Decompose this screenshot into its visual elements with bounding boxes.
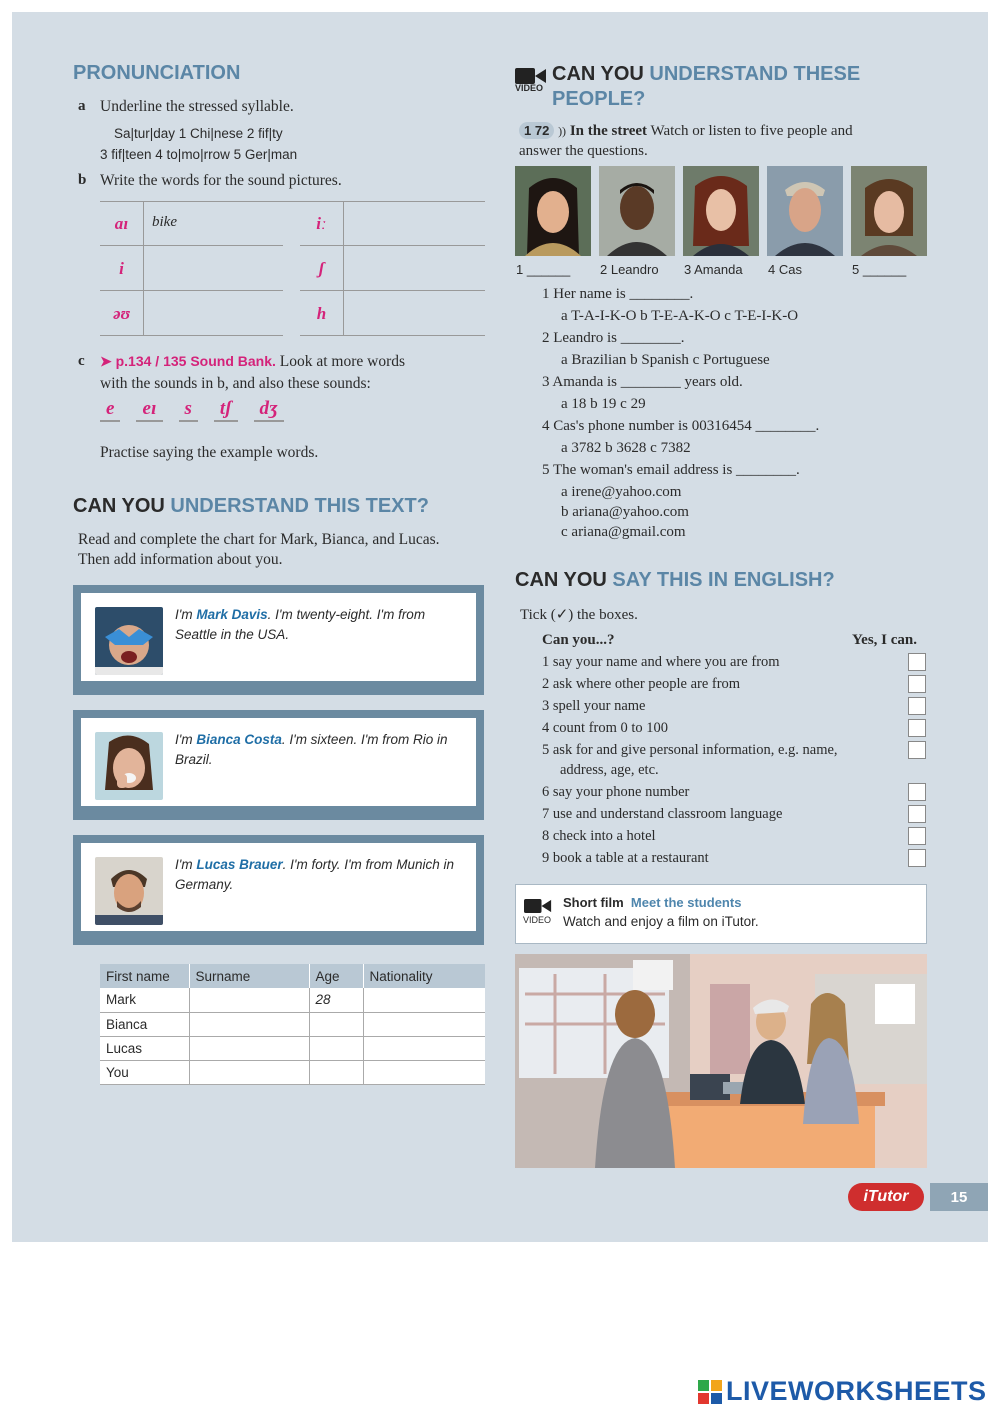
jazz-sound-icon: dʒ bbox=[254, 398, 284, 422]
short-film-box[interactable] bbox=[515, 884, 927, 944]
can-do-checkbox[interactable] bbox=[908, 805, 926, 823]
item-c-line2: with the sounds in b, and also these sounds: bbox=[100, 375, 371, 392]
person-5-photo bbox=[851, 166, 927, 256]
text-instruction-1: Read and complete the chart for Mark, Bianca, and Lucas. bbox=[78, 531, 440, 548]
mark-text: I'm Mark Davis. I'm twenty-eight. I'm from Seattle in the USA. bbox=[175, 607, 426, 642]
question-3-options[interactable]: a 18 b 19 c 29 bbox=[561, 396, 646, 412]
people-section-title: CAN YOU UNDERSTAND THESE PEOPLE? bbox=[552, 63, 861, 110]
sound-cell bbox=[100, 291, 283, 336]
liveworksheets-logo-icon bbox=[698, 1380, 722, 1404]
person-4-photo bbox=[767, 166, 843, 256]
page-number: 15 bbox=[930, 1183, 988, 1211]
chess-sound-icon: tʃ bbox=[214, 398, 238, 422]
person-4-label: 4 Cas bbox=[768, 262, 802, 277]
can-do-checkbox[interactable] bbox=[908, 783, 926, 801]
info-chart-table bbox=[100, 964, 485, 1085]
can-do-checkbox[interactable] bbox=[908, 719, 926, 737]
video-label: VIDEO bbox=[515, 83, 544, 93]
person-2-photo bbox=[599, 166, 675, 256]
audio-icon: )) bbox=[558, 124, 567, 138]
table-row: Lucas bbox=[100, 1036, 485, 1060]
person-1-label[interactable]: 1 ______ bbox=[516, 262, 571, 277]
shower-sound-icon: ʃ bbox=[300, 246, 344, 291]
item-c-line1: ➤ p.134 / 135 Sound Bank. Look at more words bbox=[100, 353, 406, 370]
pronunciation-title: PRONUNCIATION bbox=[73, 62, 241, 84]
question-4-options[interactable]: a 3782 b 3628 c 7382 bbox=[561, 440, 691, 456]
item-b-text: Write the words for the sound pictures. bbox=[100, 172, 342, 189]
can-do-checkbox[interactable] bbox=[908, 741, 926, 759]
table-row: You bbox=[100, 1060, 485, 1084]
students-reception-photo bbox=[515, 954, 927, 1168]
can-do-item: 5 ask for and give personal information, e.g. name, bbox=[542, 742, 838, 758]
can-do-item: 7 use and understand classroom language bbox=[542, 806, 783, 822]
can-do-item: 3 spell your name bbox=[542, 698, 646, 714]
person-3-photo bbox=[683, 166, 759, 256]
film-desc: Watch and enjoy a film on iTutor. bbox=[563, 914, 759, 929]
can-do-item: 1 say your name and where you are from bbox=[542, 654, 780, 670]
sound-answer[interactable] bbox=[352, 259, 472, 279]
question-3: 3 Amanda is ________ years old. bbox=[542, 374, 743, 390]
sound-answer[interactable] bbox=[352, 304, 472, 324]
can-do-item: 8 check into a hotel bbox=[542, 828, 656, 844]
train-sound-icon: eɪ bbox=[136, 398, 162, 422]
phone-sound-icon: əʊ bbox=[100, 291, 144, 336]
itutor-button[interactable]: iTutor bbox=[848, 1183, 924, 1211]
sound-cell bbox=[100, 201, 283, 246]
film-title: Meet the students bbox=[630, 895, 742, 910]
snake-sound-icon: s bbox=[179, 398, 198, 422]
th-first-name: First name bbox=[100, 964, 189, 988]
table-row: Bianca bbox=[100, 1012, 485, 1036]
sound-pictures-grid bbox=[100, 201, 485, 336]
bike-sound-icon: aɪ bbox=[100, 201, 144, 246]
can-you-header: Can you...? bbox=[542, 632, 615, 648]
item-a-letter: a bbox=[78, 98, 86, 114]
question-5-option-c[interactable]: c ariana@gmail.com bbox=[561, 524, 686, 540]
syllables-row-2: 3 fif|teen 4 to|mo|rrow 5 Ger|man bbox=[100, 147, 298, 162]
film-heading: Short film Meet the students bbox=[563, 895, 742, 910]
sound-answer[interactable] bbox=[152, 304, 272, 324]
liveworksheets-logo: LIVEWORKSHEETS bbox=[698, 1376, 987, 1407]
th-age: Age bbox=[309, 964, 363, 988]
can-do-checkbox[interactable] bbox=[908, 697, 926, 715]
extra-sound-symbols bbox=[100, 398, 284, 422]
item-c-letter: c bbox=[78, 353, 85, 369]
sound-answer[interactable] bbox=[152, 259, 272, 279]
question-5-option-b[interactable]: b ariana@yahoo.com bbox=[561, 504, 689, 520]
can-do-item: 4 count from 0 to 100 bbox=[542, 720, 669, 736]
person-2-label: 2 Leandro bbox=[600, 262, 659, 277]
sound-cell bbox=[300, 201, 485, 246]
table-header-row bbox=[100, 964, 485, 988]
syllables-row-1: Sa|tur|day 1 Chi|nese 2 fif|ty bbox=[114, 126, 283, 141]
tick-instruction: Tick (✓) the boxes. bbox=[520, 607, 638, 623]
horse-sound-icon: h bbox=[300, 291, 344, 336]
street-intro-line1: 1 72 )) In the street Watch or listen to five people and bbox=[519, 123, 853, 140]
item-b-letter: b bbox=[78, 172, 87, 188]
person-1-photo bbox=[515, 166, 591, 256]
say-section-title: CAN YOU SAY THIS IN ENGLISH? bbox=[515, 569, 835, 591]
street-intro-line2: answer the questions. bbox=[519, 143, 648, 159]
question-2-options[interactable]: a Brazilian b Spanish c Portuguese bbox=[561, 352, 770, 368]
question-2: 2 Leandro is ________. bbox=[542, 330, 685, 346]
profile-card-mark bbox=[73, 585, 484, 695]
lucas-text: I'm Lucas Brauer. I'm forty. I'm from Munich in Germany. bbox=[175, 857, 455, 892]
item-c-line3: Practise saying the example words. bbox=[100, 444, 319, 461]
fish-sound-icon: iː bbox=[300, 201, 344, 246]
sound-answer[interactable]: bike bbox=[152, 214, 177, 230]
question-1-options[interactable]: a T-A-I-K-O b T-E-A-K-O c T-E-I-K-O bbox=[561, 308, 799, 324]
sound-answer[interactable] bbox=[352, 214, 472, 234]
can-do-item: 2 ask where other people are from bbox=[542, 676, 741, 692]
text-section-title: CAN YOU UNDERSTAND THIS TEXT? bbox=[73, 495, 429, 517]
profile-card-bianca bbox=[73, 710, 484, 820]
lucas-photo bbox=[95, 857, 163, 925]
question-1: 1 Her name is ________. bbox=[542, 286, 694, 302]
egg-sound-icon: e bbox=[100, 398, 120, 422]
person-5-label[interactable]: 5 ______ bbox=[852, 262, 907, 277]
can-do-checkbox[interactable] bbox=[908, 675, 926, 693]
question-4: 4 Cas's phone number is 00316454 ________. bbox=[542, 418, 820, 434]
th-surname: Surname bbox=[189, 964, 309, 988]
bianca-photo bbox=[95, 732, 163, 800]
sound-cell bbox=[100, 246, 283, 291]
text-instruction-2: Then add information about you. bbox=[78, 551, 283, 568]
question-5: 5 The woman's email address is ________. bbox=[542, 462, 800, 478]
sound-cell bbox=[300, 291, 485, 336]
mark-photo bbox=[95, 607, 163, 675]
film-video-label: VIDEO bbox=[523, 915, 552, 925]
film-camera-icon bbox=[524, 897, 552, 915]
can-do-item-continued: address, age, etc. bbox=[560, 762, 659, 778]
table-row: Mark 28 bbox=[100, 988, 485, 1012]
can-do-checkbox[interactable] bbox=[908, 653, 926, 671]
item-a-text: Underline the stressed syllable. bbox=[100, 98, 294, 115]
can-do-item: 9 book a table at a restaurant bbox=[542, 850, 709, 866]
question-5-option-a[interactable]: a irene@yahoo.com bbox=[561, 484, 682, 500]
sound-bank-link[interactable]: ➤ p.134 / 135 Sound Bank. bbox=[100, 353, 276, 369]
can-do-checkbox[interactable] bbox=[908, 849, 926, 867]
person-3-label: 3 Amanda bbox=[684, 262, 743, 277]
tree-sound-icon: i bbox=[100, 246, 144, 291]
can-do-checkbox[interactable] bbox=[908, 827, 926, 845]
bianca-text: I'm Bianca Costa. I'm sixteen. I'm from Rio in Brazil. bbox=[175, 732, 448, 767]
yes-i-can-header: Yes, I can. bbox=[852, 632, 918, 648]
profile-card-lucas bbox=[73, 835, 484, 945]
can-do-item: 6 say your phone number bbox=[542, 784, 690, 800]
th-nationality: Nationality bbox=[363, 964, 485, 988]
audio-track-badge[interactable]: 1 72 bbox=[519, 122, 554, 139]
sound-cell bbox=[300, 246, 485, 291]
